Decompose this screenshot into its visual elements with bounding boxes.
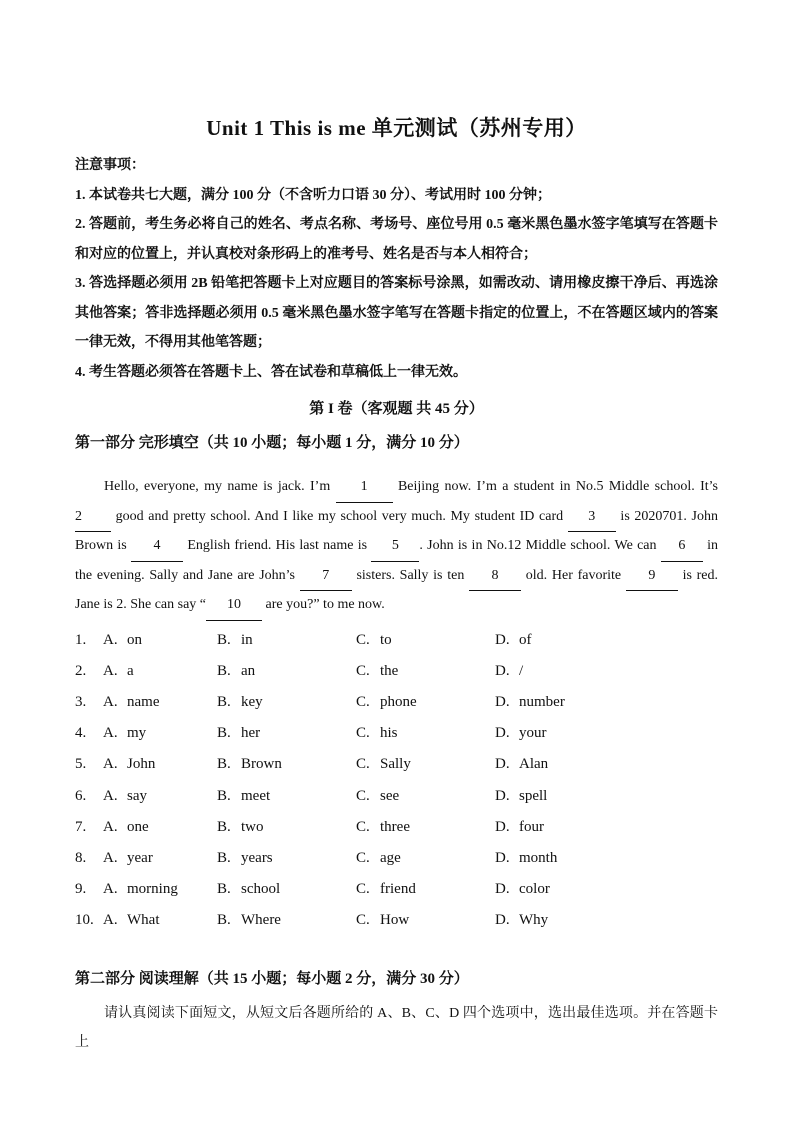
option-letter: D.: [495, 849, 510, 866]
option-letter: D.: [495, 756, 510, 773]
option-3-B: [217, 687, 356, 718]
cloze-passage: Hello, everyone, my name is jack. I’m 1 Beijing now. I’m a student in No.5 Middle school. It’s 2 good and pretty school. And I like my school very much. My student ID card 3 is 2020701. John Brown is 4 English friend. His last name is 5 . John is in No.12 Middle school. We can 6 in the evening. Sally and Jane are John’s 7 sisters. Sally is ten 8 old. Her favorite 9 is red. Jane is 2. She can say “ 10 are you?” to me now.: [75, 473, 718, 621]
blank-4: 4: [131, 532, 183, 562]
page-title: Unit 1 This is me 单元测试（苏州专用）: [206, 116, 587, 140]
option-row-4: [75, 718, 718, 749]
option-row-5: [75, 749, 718, 780]
option-letter: D.: [495, 662, 510, 679]
option-word: one: [127, 818, 149, 835]
option-word: an: [241, 662, 256, 679]
option-letter: B.: [217, 662, 231, 679]
blank-8: 8: [469, 562, 521, 592]
question-number-6: 6.: [75, 787, 87, 804]
option-word: number: [519, 693, 565, 710]
option-word: school: [241, 881, 281, 898]
option-3-D: [495, 687, 634, 718]
notice-section: [75, 151, 718, 387]
option-word: Why: [519, 912, 549, 929]
option-word: age: [380, 849, 401, 866]
question-number-1: 1.: [75, 631, 87, 648]
option-9-C: [356, 874, 495, 905]
option-10-D: [495, 905, 634, 936]
option-5-B: [217, 749, 356, 780]
option-2-B: [217, 656, 356, 687]
option-7-A: [103, 812, 217, 843]
option-letter: A.: [103, 725, 118, 742]
option-word: friend: [380, 881, 416, 898]
option-word: my: [127, 725, 147, 742]
option-word: the: [380, 662, 399, 679]
option-letter: D.: [495, 912, 510, 929]
blank-6: 6: [661, 532, 703, 562]
option-2-C: [356, 656, 495, 687]
option-letter: B.: [217, 849, 231, 866]
option-8-A: [103, 843, 217, 874]
option-4-B: [217, 718, 356, 749]
option-letter: A.: [103, 912, 118, 929]
question-number-7: 7.: [75, 818, 87, 835]
option-letter: B.: [217, 631, 231, 648]
option-letter: B.: [217, 912, 231, 929]
option-letter: D.: [495, 787, 510, 804]
volume-heading: 第 I 卷（客观题 共 45 分）: [309, 401, 484, 417]
option-word: Alan: [519, 756, 549, 773]
option-letter: A.: [103, 693, 118, 710]
option-3-A: [103, 687, 217, 718]
part2-heading: 第二部分 阅读理解（共 15 小题；每小题 2 分，满分 30 分）: [75, 970, 469, 987]
option-word: Sally: [380, 756, 411, 773]
option-letter: C.: [356, 818, 370, 835]
option-1-A: [103, 625, 217, 656]
option-7-D: [495, 812, 634, 843]
option-letter: B.: [217, 818, 231, 835]
notice-item-1: 1. 本试卷共七大题，满分 100 分（不含听力口语 30 分）、考试用时 100 分钟；: [75, 187, 551, 203]
option-letter: A.: [103, 818, 118, 835]
option-word: three: [380, 818, 410, 835]
option-row-2: [75, 656, 718, 687]
option-letter: C.: [356, 631, 370, 648]
option-word: in: [241, 631, 253, 648]
option-letter: B.: [217, 725, 231, 742]
option-letter: D.: [495, 725, 510, 742]
question-number-10: 10.: [75, 912, 94, 929]
option-word: years: [241, 849, 273, 866]
blank-2: 2: [75, 503, 111, 533]
option-row-6: [75, 781, 718, 812]
option-word: two: [241, 818, 264, 835]
option-word: month: [519, 849, 558, 866]
option-word: name: [127, 693, 160, 710]
option-row-7: [75, 812, 718, 843]
option-letter: C.: [356, 725, 370, 742]
notice-item-3: 3. 答选择题必须用 2B 铅笔把答题卡上对应题目的答案标号涂黑，如需改动、请用橡皮擦干净后、再选涂其他答案；答非选择题必须用 0.5 毫米黑色墨水签字笔写在答题卡指定的位置上，不在答题区域内的答案一律无效，不得用其他笔答题；: [75, 276, 718, 350]
option-letter: C.: [356, 756, 370, 773]
option-letter: A.: [103, 631, 118, 648]
option-10-B: [217, 905, 356, 936]
reading-intro: 请认真阅读下面短文，从短文后各题所给的 A、B、C、D 四个选项中，选出最佳选项。并在答题卡上: [75, 1006, 718, 1050]
notice-item-4: 4. 考生答题必须答在答题卡上、答在试卷和草稿低上一律无效。: [75, 364, 467, 380]
option-word: Where: [241, 912, 281, 929]
option-7-C: [356, 812, 495, 843]
option-6-C: [356, 781, 495, 812]
option-word: Brown: [241, 756, 282, 773]
option-letter: C.: [356, 787, 370, 804]
option-10-C: [356, 905, 495, 936]
option-letter: A.: [103, 662, 118, 679]
option-9-B: [217, 874, 356, 905]
option-word: on: [127, 631, 142, 648]
question-number-5: 5.: [75, 756, 87, 773]
option-1-C: [356, 625, 495, 656]
blank-9: 9: [626, 562, 678, 592]
options-list: [75, 625, 718, 937]
option-letter: C.: [356, 881, 370, 898]
option-4-C: [356, 718, 495, 749]
option-word: a: [127, 662, 134, 679]
question-number-9: 9.: [75, 881, 87, 898]
option-word: her: [241, 725, 261, 742]
option-6-B: [217, 781, 356, 812]
option-letter: A.: [103, 849, 118, 866]
option-6-D: [495, 781, 634, 812]
option-word: spell: [519, 787, 548, 804]
option-word: his: [380, 725, 398, 742]
option-word: color: [519, 881, 550, 898]
option-row-1: [75, 625, 718, 656]
option-row-9: [75, 874, 718, 905]
option-letter: A.: [103, 881, 118, 898]
option-letter: B.: [217, 881, 231, 898]
option-word: of: [519, 631, 532, 648]
option-2-D: [495, 656, 634, 687]
option-5-D: [495, 749, 634, 780]
option-word: How: [380, 912, 410, 929]
option-letter: C.: [356, 849, 370, 866]
option-8-B: [217, 843, 356, 874]
option-letter: B.: [217, 787, 231, 804]
option-4-D: [495, 718, 634, 749]
option-word: /: [519, 662, 524, 679]
option-8-D: [495, 843, 634, 874]
option-7-B: [217, 812, 356, 843]
question-number-4: 4.: [75, 725, 87, 742]
option-word: morning: [127, 881, 178, 898]
option-1-B: [217, 625, 356, 656]
option-letter: C.: [356, 662, 370, 679]
option-word: year: [127, 849, 153, 866]
option-letter: D.: [495, 631, 510, 648]
blank-3: 3: [568, 503, 616, 533]
option-letter: A.: [103, 756, 118, 773]
option-letter: A.: [103, 787, 118, 804]
blank-7: 7: [300, 562, 352, 592]
option-word: phone: [380, 693, 417, 710]
option-9-D: [495, 874, 634, 905]
question-number-8: 8.: [75, 849, 87, 866]
option-8-C: [356, 843, 495, 874]
option-row-3: [75, 687, 718, 718]
option-word: your: [519, 725, 547, 742]
option-row-10: [75, 905, 718, 936]
notice-item-2: 2. 答题前，考生务必将自己的姓名、考点名称、考场号、座位号用 0.5 毫米黑色墨水签字笔填写在答题卡和对应的位置上，并认真校对条形码上的准考号、姓名是否与本人相符合；: [75, 217, 718, 262]
option-3-C: [356, 687, 495, 718]
option-1-D: [495, 625, 634, 656]
option-word: John: [127, 756, 156, 773]
blank-1: 1: [336, 473, 393, 503]
option-letter: D.: [495, 881, 510, 898]
option-word: say: [127, 787, 147, 804]
option-word: meet: [241, 787, 271, 804]
option-letter: B.: [217, 756, 231, 773]
blank-5: 5: [371, 532, 419, 562]
option-word: key: [241, 693, 263, 710]
option-2-A: [103, 656, 217, 687]
option-10-A: [103, 905, 217, 936]
option-5-C: [356, 749, 495, 780]
option-word: four: [519, 818, 544, 835]
option-4-A: [103, 718, 217, 749]
question-number-2: 2.: [75, 662, 87, 679]
option-letter: C.: [356, 693, 370, 710]
option-letter: B.: [217, 693, 231, 710]
part1-heading: 第一部分 完形填空（共 10 小题；每小题 1 分，满分 10 分）: [75, 434, 469, 451]
option-5-A: [103, 749, 217, 780]
option-word: What: [127, 912, 160, 929]
option-row-8: [75, 843, 718, 874]
question-number-3: 3.: [75, 693, 87, 710]
option-6-A: [103, 781, 217, 812]
blank-10: 10: [206, 591, 262, 621]
notice-heading: 注意事项：: [75, 158, 145, 173]
option-letter: C.: [356, 912, 370, 929]
option-9-A: [103, 874, 217, 905]
option-letter: D.: [495, 818, 510, 835]
option-letter: D.: [495, 693, 510, 710]
option-word: see: [380, 787, 400, 804]
option-word: to: [380, 631, 392, 648]
